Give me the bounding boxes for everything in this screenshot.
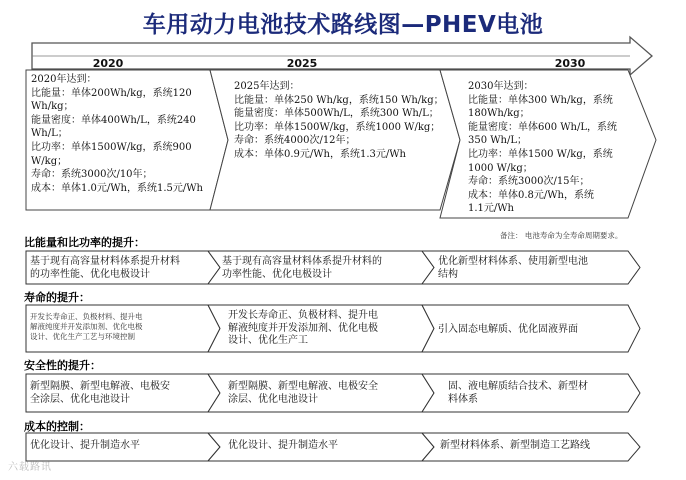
section-title-safety: 安全性的提升： <box>24 359 101 372</box>
spec-2020-text: 2020年达到： 比能量：单体200Wh/kg，系统120 Wh/kg； 能量密度：单体400Wh/L，系统240 Wh/L； 比功率：单体1500W/kg，系统900 W/kg； 寿命：系统3000次/10年； 成本：单体1.0元/Wh，系统1.5元/Wh <box>31 74 203 194</box>
year-label-2025: 2025 <box>286 57 318 70</box>
cost-cell-2030: 新型材料体系、新型制造工艺路线 <box>440 440 590 451</box>
lifespan-cell-2020: 开发长寿命正、负极材料、提升电 解液纯度并开发添加剂、优化电极 设计、优化生产工艺与环境控制 <box>30 312 143 341</box>
section-title-energy-power: 比能量和比功率的提升： <box>24 236 145 249</box>
section-rows <box>26 251 640 461</box>
spec-2025-text: 2025年达到： 比能量：单体250 Wh/kg，系统150 Wh/kg； 能量密度：单体500Wh/L，系统300 Wh/L； 比功率：单体1500W/kg，系统1000 W/kg； 寿命：系统4000次/12年； 成本：单体0.9元/Wh，系统1.3元/Wh <box>234 81 444 160</box>
energy-power-cell-2020: 基于现有高容量材料体系提升材料 的功率性能、优化电极设计 <box>30 256 180 280</box>
cost-cell-2020: 优化设计、提升制造水平 <box>30 440 140 451</box>
section-title-lifespan: 寿命的提升： <box>24 291 90 304</box>
watermark-text: 六载路讯 <box>8 462 52 473</box>
section-title-cost: 成本的控制： <box>24 420 90 433</box>
year-label-2020: 2020 <box>92 57 124 70</box>
safety-cell-2030: 固、液电解质结合技术、新型材 料体系 <box>448 381 588 405</box>
page-title: 车用动力电池技术路线图—PHEV电池 <box>142 12 544 38</box>
safety-cell-2020: 新型隔膜、新型电解液、电极安 全涂层、优化电池设计 <box>30 381 170 405</box>
spec-2030-text: 2030年达到： 比能量：单体300 Wh/kg，系统 180Wh/kg； 能量密度：单体600 Wh/L，系统 350 Wh/L； 比功率：单体1500 W/kg，系统 1000 W/kg； 寿命：系统3000次/15年； 成本：单体0.8元/Wh，系统 1.1元/Wh <box>468 81 617 215</box>
cost-cell-2025: 优化设计、提升制造水平 <box>228 440 338 451</box>
lifespan-cell-2030: 引入固态电解质、优化固液界面 <box>438 324 578 335</box>
footnote: 备注： 电池寿命为全寿命周期要求。 <box>500 231 623 240</box>
energy-power-cell-2025: 基于现有高容量材料体系提升材料的 功率性能、优化电极设计 <box>222 256 382 280</box>
lifespan-cell-2025: 开发长寿命正、负极材料、提升电 解液纯度并开发添加剂、优化电极 设计、优化生产工 <box>228 310 378 346</box>
year-label-2030: 2030 <box>554 57 586 70</box>
energy-power-cell-2030: 优化新型材料体系、使用新型电池 结构 <box>438 256 588 280</box>
safety-cell-2025: 新型隔膜、新型电解液、电极安全 涂层、优化电池设计 <box>228 381 378 405</box>
